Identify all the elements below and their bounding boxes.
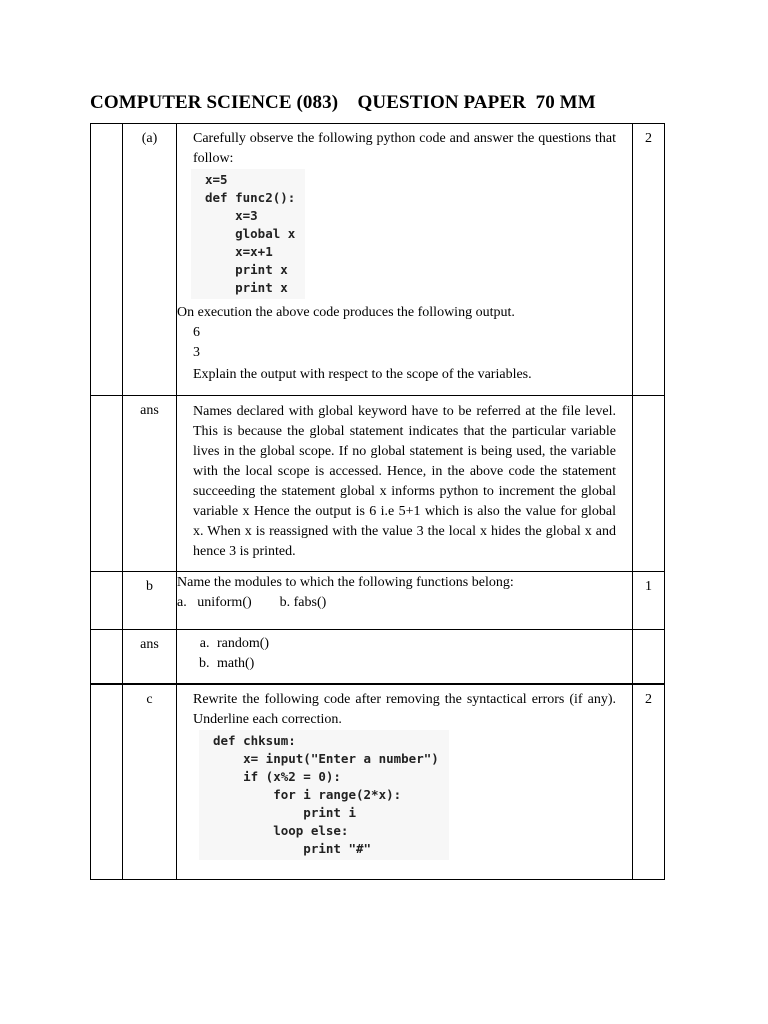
question-label: (a) (123, 124, 177, 396)
question-row-b (91, 572, 665, 630)
serial-cell (91, 396, 123, 572)
answer-content (177, 630, 633, 684)
output-line: 3 (193, 345, 200, 360)
output-intro: On execution the above code produces the following output. (177, 305, 515, 320)
answer-label: ans (123, 630, 177, 684)
code-line: print i (213, 804, 356, 820)
answer-row-b (91, 630, 665, 684)
question-row-a (91, 124, 665, 396)
question-prompt: Name the modules to which the following functions belong: (177, 575, 514, 590)
code-line: if (x%2 = 0): (213, 768, 341, 784)
page-title: COMPUTER SCIENCE (083) QUESTION PAPER 70 MM (90, 92, 596, 113)
serial-cell (91, 124, 123, 396)
answer-options (177, 634, 632, 674)
marks-cell: 1 (633, 572, 665, 630)
code-line: def chksum: (213, 732, 296, 748)
code-line: for i range(2*x): (213, 786, 402, 802)
answer-text: Names declared with global keyword have to be referred at the file level. This is because the global statement indicates that the particular variable lives in the global scope. If no global statement is being used, the variable with the local scope is accessed. Hence, in the above code the statement succeeding the statement global x informs python to increment the global variable x Hence the output is 6 i.e 5+1 which is also the value for global x. When x is reassigned with the value 3 the local x hides the global x and hence 3 is printed. (193, 404, 616, 559)
code-line: loop else: (213, 822, 349, 838)
serial-cell (91, 630, 123, 684)
code-line: def func2(): (205, 190, 296, 205)
list-item: b. math() (213, 654, 632, 674)
option-list: a. uniform() b. fabs() (177, 595, 327, 610)
marks-cell: 2 (633, 684, 665, 880)
code-line: x=5 (205, 172, 228, 187)
marks-cell: 2 (633, 124, 665, 396)
question-content (177, 684, 633, 880)
question-table (90, 123, 665, 880)
marks-cell (633, 396, 665, 572)
question-label: c (123, 684, 177, 880)
question-content (177, 124, 633, 396)
code-line: x=x+1 (205, 244, 273, 259)
serial-cell (91, 572, 123, 630)
code-line: x=3 (205, 208, 258, 223)
question-content (177, 572, 633, 630)
question-intro: Carefully observe the following python code and answer the questions that follow: (193, 131, 616, 166)
question-row-c (91, 684, 665, 880)
code-block (191, 169, 305, 299)
marks-cell (633, 630, 665, 684)
code-line: x= input("Enter a number") (213, 750, 439, 766)
serial-cell (91, 684, 123, 880)
question-prompt: Rewrite the following code after removing the syntactical errors (if any). Underline each correction. (193, 691, 616, 727)
code-line: print x (205, 262, 288, 277)
question-label: b (123, 572, 177, 630)
code-line: print x (205, 280, 288, 295)
list-item: a. random() (213, 634, 632, 654)
code-line: global x (205, 226, 296, 241)
answer-content (177, 396, 633, 572)
code-line: print "#" (213, 840, 372, 856)
code-block (199, 730, 449, 860)
answer-row-a (91, 396, 665, 572)
answer-label: ans (123, 396, 177, 572)
output-line: 6 (193, 325, 200, 340)
question-prompt: Explain the output with respect to the scope of the variables. (193, 367, 532, 382)
